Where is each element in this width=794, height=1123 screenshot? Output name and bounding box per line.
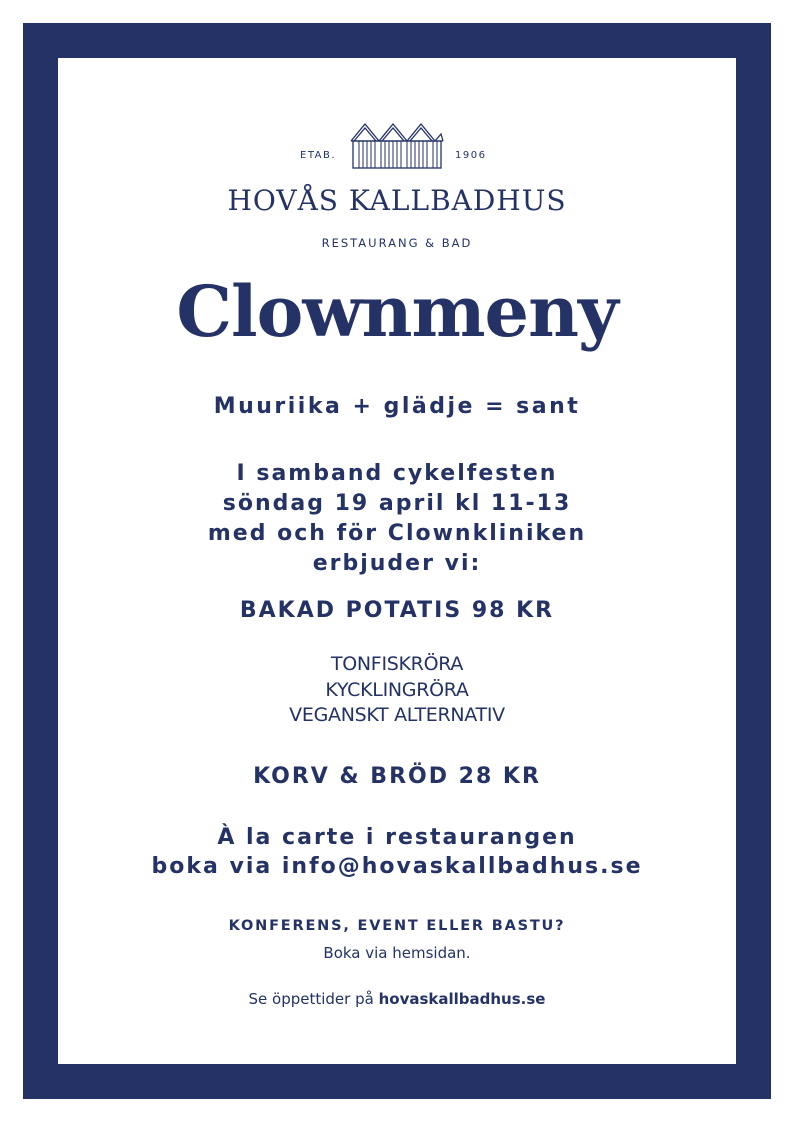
brand-name: HOVÅS KALLBADHUS — [227, 184, 567, 217]
topping-list — [0, 652, 794, 729]
boka-text: Boka via hemsidan. — [323, 944, 471, 962]
topping-item: TONFISKRÖRA — [330, 653, 464, 675]
konferens-heading: KONFERENS, EVENT ELLER BASTU? — [228, 918, 566, 934]
menu-item-potatis: BAKAD POTATIS 98 KR — [239, 598, 555, 623]
opening-hours-text — [0, 990, 794, 1008]
etab-label: ETAB. — [300, 150, 337, 161]
event-info — [0, 459, 794, 579]
brand-subtitle: RESTAURANG & BAD — [321, 236, 473, 250]
event-info-line: I samband cykelfesten — [236, 461, 558, 486]
bathhouse-logo-icon — [349, 121, 445, 169]
logo — [0, 120, 794, 170]
topping-item: KYCKLINGRÖRA — [325, 678, 469, 701]
event-info-line: erbjuder vi: — [312, 551, 482, 576]
topping-item: VEGANSKT ALTERNATIV — [289, 704, 505, 726]
hours-prefix: Se öppettider på — [248, 990, 379, 1008]
event-info-line: söndag 19 april kl 11-13 — [222, 491, 572, 516]
alacarte-info — [0, 823, 794, 881]
website-link[interactable]: hovaskallbadhus.se — [378, 990, 546, 1008]
page-title: Clownmeny — [176, 270, 618, 353]
alacarte-email: boka via info@hovaskallbadhus.se — [151, 854, 643, 879]
tagline: Muuriika + glädje = sant — [213, 394, 581, 419]
year-label: 1906 — [455, 150, 487, 161]
alacarte-line: À la carte i restaurangen — [217, 825, 577, 850]
menu-item-korv: KORV & BRÖD 28 KR — [253, 764, 541, 789]
event-info-line: med och för Clownkliniken — [207, 521, 587, 546]
